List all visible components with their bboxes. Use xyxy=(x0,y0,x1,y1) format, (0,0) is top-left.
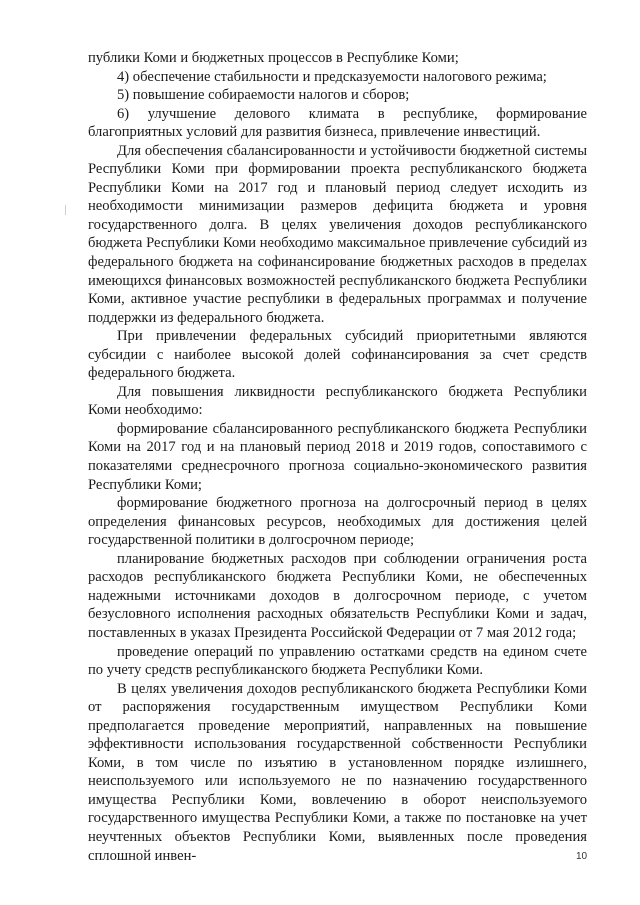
paragraph: проведение операций по управлению остатками средств на едином счете по учету средств республиканского бюджета Республики Коми. xyxy=(88,643,587,679)
margin-mark xyxy=(65,205,66,215)
paragraph: При привлечении федеральных субсидий приоритетными являются субсидии с наиболее высокой долей софинансирования за счет средств федерального бюджета. xyxy=(88,328,587,382)
paragraph: формирование сбалансированного республиканского бюджета Республики Коми на 2017 год и на плановый период 2018 и 2019 годов, сопоставимого с показателями среднесрочного прогноза социально-экономического развития Республики Коми; xyxy=(88,420,587,493)
paragraph: В целях увеличения доходов республиканского бюджета Республики Коми от распоряжения государственным имуществом Республики Коми предполагается проведение мероприятий, направленных на повышение эффективности использования государственной собственности Республики Коми, в том числе по изъятию в установленном порядке излишнего, неиспользуемого или используемого не по назначению государственного имущества Республики Коми, вовлечению в оборот неиспользуемого государственного имущества Республики Коми, а также по постановке на учет неучтенных объектов Республики Коми, выявленных после проведения сплошной инвен- xyxy=(88,680,587,864)
paragraph: 4) обеспечение стабильности и предсказуемости налогового режима; xyxy=(117,68,547,85)
paragraph: 5) повышение собираемости налогов и сборов; xyxy=(117,87,410,104)
paragraph: публики Коми и бюджетных процессов в Республике Коми; xyxy=(88,50,459,66)
paragraph: планирование бюджетных расходов при соблюдении ограничения роста расходов республиканского бюджета Республики Коми, не обеспеченных надежными источниками доходов в долгосрочном периоде, с учетом безусловного исполнения расходных обязательств Республики Коми и задач, поставленных в указах Президента Российской Федерации от 7 мая 2012 года; xyxy=(88,550,587,641)
page-number: 10 xyxy=(576,851,588,862)
body-text xyxy=(88,49,587,865)
paragraph: 6) улучшение делового климата в республике, формирование благоприятных условий для развития бизнеса, привлечение инвестиций. xyxy=(88,105,587,141)
paragraph: Для обеспечения сбалансированности и устойчивости бюджетной системы Республики Коми при формировании проекта республиканского бюджета Республики Коми на 2017 год и плановый период следует исходить из необходимости минимизации размеров дефицита бюджета и уровня государственного долга. В целях увеличения доходов республиканского бюджета Республики Коми необходимо максимальное привлечение субсидий из федерального бюджета на софинансирование бюджетных расходов в пределах имеющихся финансовых возможностей республиканского бюджета Республики Коми, активное участие республики в федеральных программах и получение поддержки из федерального бюджета. xyxy=(88,142,587,326)
paragraph: формирование бюджетного прогноза на долгосрочный период в целях определения финансовых ресурсов, необходимых для достижения целей государственной политики в долгосрочном периоде; xyxy=(88,495,587,549)
paragraph: Для повышения ликвидности республиканского бюджета Республики Коми необходимо: xyxy=(88,383,587,419)
